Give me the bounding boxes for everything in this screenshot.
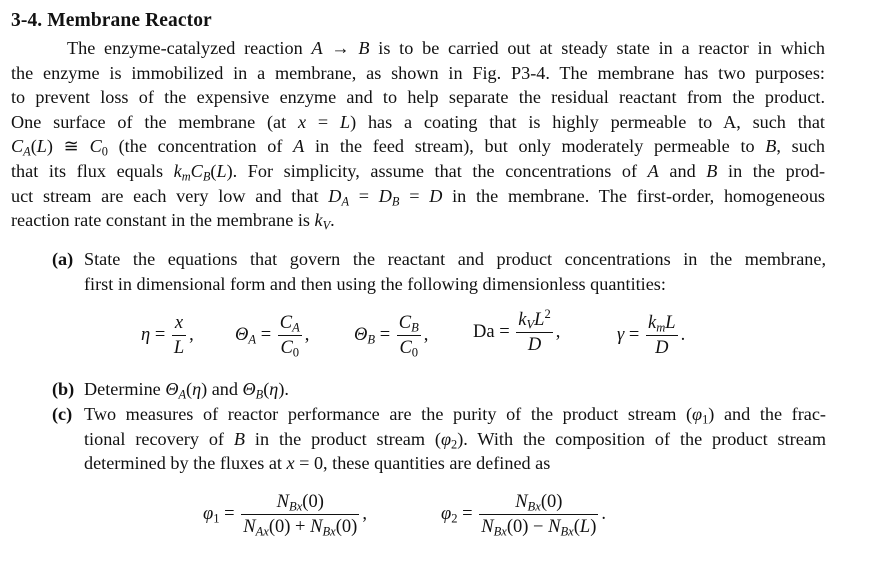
- statement-line-7: uct stream are each very low and that $D_A = D_B = D$ in the membrane. The first-order, homogeneous: [11, 185, 825, 209]
- statement-line-3: to prevent loss of the expensive enzyme and to help separate the residual reactant from the product.: [11, 87, 825, 108]
- part-c-line-2: tional recovery of B in the product stream $(\varphi_2)$. With the composition of the product stream: [84, 428, 826, 452]
- problem-statement: [11, 36, 825, 233]
- statement-line-1: The enzyme-catalyzed reaction A → B is to be carried out at steady state in a reactor in which: [67, 38, 826, 58]
- eq-gamma: γ = $\frac{k_mL}{D}$ .: [617, 313, 686, 358]
- part-c-line-1: Two measures of reactor performance are the purity of the product stream $(\varphi_1)$ and the frac-: [84, 404, 826, 427]
- statement-line-2: the enzyme is immobilized in a membrane, as shown in Fig. P3-4. The membrane has two purposes:: [11, 62, 825, 83]
- eq-phi1: $\varphi_1$ = $\frac{N_{Bx}(0)}{N_{Ax}(0) + N_{Bx}(0)}$ ,: [203, 492, 367, 539]
- eq-phi2: $\varphi_2$ = $\frac{N_{Bx}(0)}{N_{Bx}(0) - N_{Bx}(L)}$ .: [441, 492, 607, 539]
- part-c-line-3: determined by the fluxes at x = 0, these quantities are defined as: [84, 453, 551, 474]
- statement-line-5: $C_A(L)$ ≅ $C_0$ (the concentration of A in the feed stream), but only moderately permeable to B, such: [11, 136, 826, 159]
- part-b-label: (b): [52, 379, 75, 399]
- problem-title: 3-4. Membrane Reactor: [11, 10, 212, 31]
- eq-theta-b: $\Theta_B$ = $\frac{C_B}{C_0}$ ,: [354, 313, 429, 360]
- eq-eta: η = $\frac{x}{L}$ ,: [141, 313, 194, 358]
- eq-damkohler: Da = $\frac{k_VL^2}{D}$ ,: [473, 307, 561, 355]
- statement-line-4: One surface of the membrane (at x = L) has a coating that is highly permeable to A, such that: [11, 111, 825, 132]
- part-a-line-1: State the equations that govern the reactant and product concentrations in the membrane,: [84, 249, 826, 269]
- part-a-label: (a): [52, 249, 74, 269]
- eq-theta-a: $\Theta_A$ = $\frac{C_A}{C_0}$ ,: [235, 313, 310, 360]
- part-b-line-1: Determine $\Theta_A(\eta)$ and $\Theta_B(\eta)$.: [84, 379, 289, 402]
- statement-line-6: that its flux equals $k_mC_B(L)$. For simplicity, assume that the concentrations of A and B in the prod-: [11, 160, 825, 184]
- statement-line-8: reaction rate constant in the membrane is $k_V$.: [11, 210, 335, 233]
- part-a-line-2: first in dimensional form and then using the following dimensionless quantities:: [84, 273, 666, 294]
- part-c-label: (c): [52, 404, 73, 424]
